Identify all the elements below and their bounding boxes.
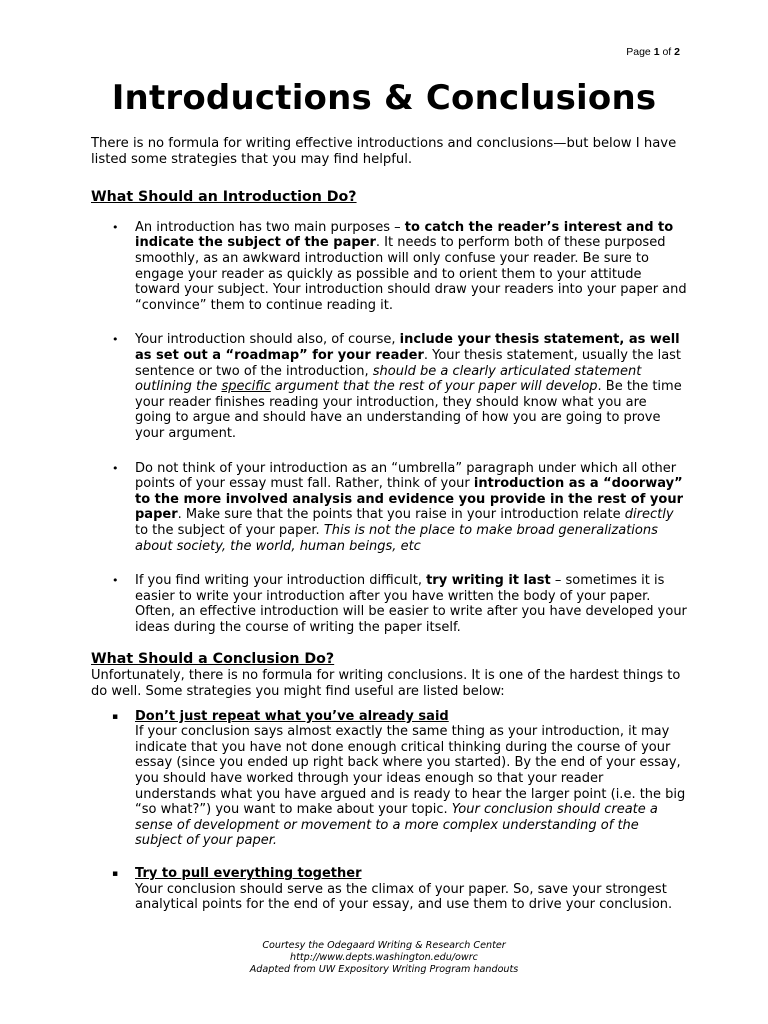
- bold-text: include your thesis statement, as well as set out a “roadmap” for your reader: [135, 332, 680, 363]
- italic-text: Your conclusion should create a sense of development or movement to a more complex understanding of the subject of your paper.: [135, 802, 658, 849]
- conclusion-heading: What Should a Conclusion Do?: [91, 651, 335, 668]
- footer-line: Courtesy the Odegaard Writing & Research Center: [262, 940, 506, 951]
- bullet-icon: •: [112, 220, 119, 234]
- text: . Make sure that the points that you raise in your introduction relate: [177, 507, 625, 523]
- footer: [0, 940, 768, 976]
- list-item: [91, 332, 687, 441]
- page-current: 1: [653, 46, 660, 58]
- text: Do not think of your introduction as an “umbrella” paragraph under which all other points of your essay must fall. Rather, think of your: [135, 460, 677, 492]
- introduction-heading: What Should an Introduction Do?: [91, 188, 357, 205]
- text: . Your thesis statement, usually the last sentence or two of the introduction,: [135, 347, 682, 379]
- bold-text: to catch the reader’s interest and to indicate the subject of the paper: [135, 219, 674, 251]
- square-bullet-icon: ▪: [112, 869, 119, 879]
- page-label: Page: [626, 46, 651, 58]
- text: . Be the time your reader finishes reading your introduction, they should know what you are going to argue and should have an understanding of how you are going to prove your argument.: [135, 379, 682, 441]
- page-total: 2: [674, 46, 680, 58]
- text: If you find writing your introduction difficult,: [135, 573, 427, 589]
- bullet-icon: •: [112, 574, 119, 588]
- conclusion-list: [91, 709, 687, 913]
- bold-text: try writing it last: [426, 573, 551, 589]
- document-title: Introductions & Conclusions: [111, 78, 657, 118]
- italic-text: This is not the place to make broad generalizations about society, the world, human beings, etc: [135, 522, 658, 554]
- text: Your introduction should also, of course,: [135, 332, 400, 348]
- list-item: [91, 573, 687, 635]
- list-item: [91, 866, 687, 913]
- list-item: [91, 709, 687, 849]
- bullet-icon: •: [112, 333, 119, 347]
- page-of: of: [662, 46, 672, 58]
- text: If your conclusion says almost exactly the same thing as your introduction, it may indicate that you have not done enough critical thinking during the course of your essay (since you ended up right back where you started). By the end of your essay, you should have worked through your ideas enough so that your reader understands what you have argued and is ready to hear the larger point (i.e. the big “so what?”) you want to make about your topic.: [135, 724, 686, 818]
- item-heading: Don’t just repeat what you’ve already said: [135, 708, 449, 724]
- bullet-icon: •: [112, 461, 119, 475]
- document-body: [91, 136, 687, 930]
- conclusion-lead: Unfortunately, there is no formula for writing conclusions. It is one of the hardest things to do well. Some strategies you might find useful are listed below:: [91, 668, 681, 700]
- introduction-list: [91, 220, 687, 636]
- text: Your conclusion should serve as the climax of your paper. So, save your strongest analytical points for the end of your essay, and use them to drive your conclusion.: [135, 881, 673, 913]
- italic-text: argument that the rest of your paper will develop: [270, 379, 598, 395]
- text: An introduction has two main purposes –: [135, 219, 405, 235]
- list-item: [91, 220, 687, 314]
- text: . It needs to perform both of these purposed smoothly, as an awkward introduction will only confuse your reader. Be sure to engage your reader as quickly as possible and to orient them to your attitude toward your subject. Your introduction should draw your readers into your paper and “convince” them to continue reading it.: [135, 235, 687, 313]
- item-heading: Try to pull everything together: [135, 866, 362, 881]
- underlined-text: specific: [221, 379, 271, 395]
- intro-paragraph: There is no formula for writing effective introductions and conclusions—but below I have listed some strategies that you may find helpful.: [91, 136, 677, 168]
- italic-text: directly: [624, 507, 674, 523]
- italic-text: should be a clearly articulated statement outlining the: [135, 363, 642, 395]
- page-number: [626, 46, 680, 58]
- footer-url: http://www.depts.washington.edu/owrc: [290, 952, 478, 963]
- text: to the subject of your paper.: [135, 522, 324, 538]
- footer-line: Adapted from UW Expository Writing Program handouts: [249, 964, 519, 975]
- square-bullet-icon: ▪: [112, 711, 119, 722]
- text: – sometimes it is easier to write your introduction after you have written the body of your paper. Often, an effective introduction will be easier to write after you have developed your ideas during the course of writing the paper itself.: [135, 573, 687, 635]
- bold-text: introduction as a “doorway” to the more involved analysis and evidence you provide in the rest of your paper: [135, 476, 683, 523]
- list-item: [91, 461, 687, 555]
